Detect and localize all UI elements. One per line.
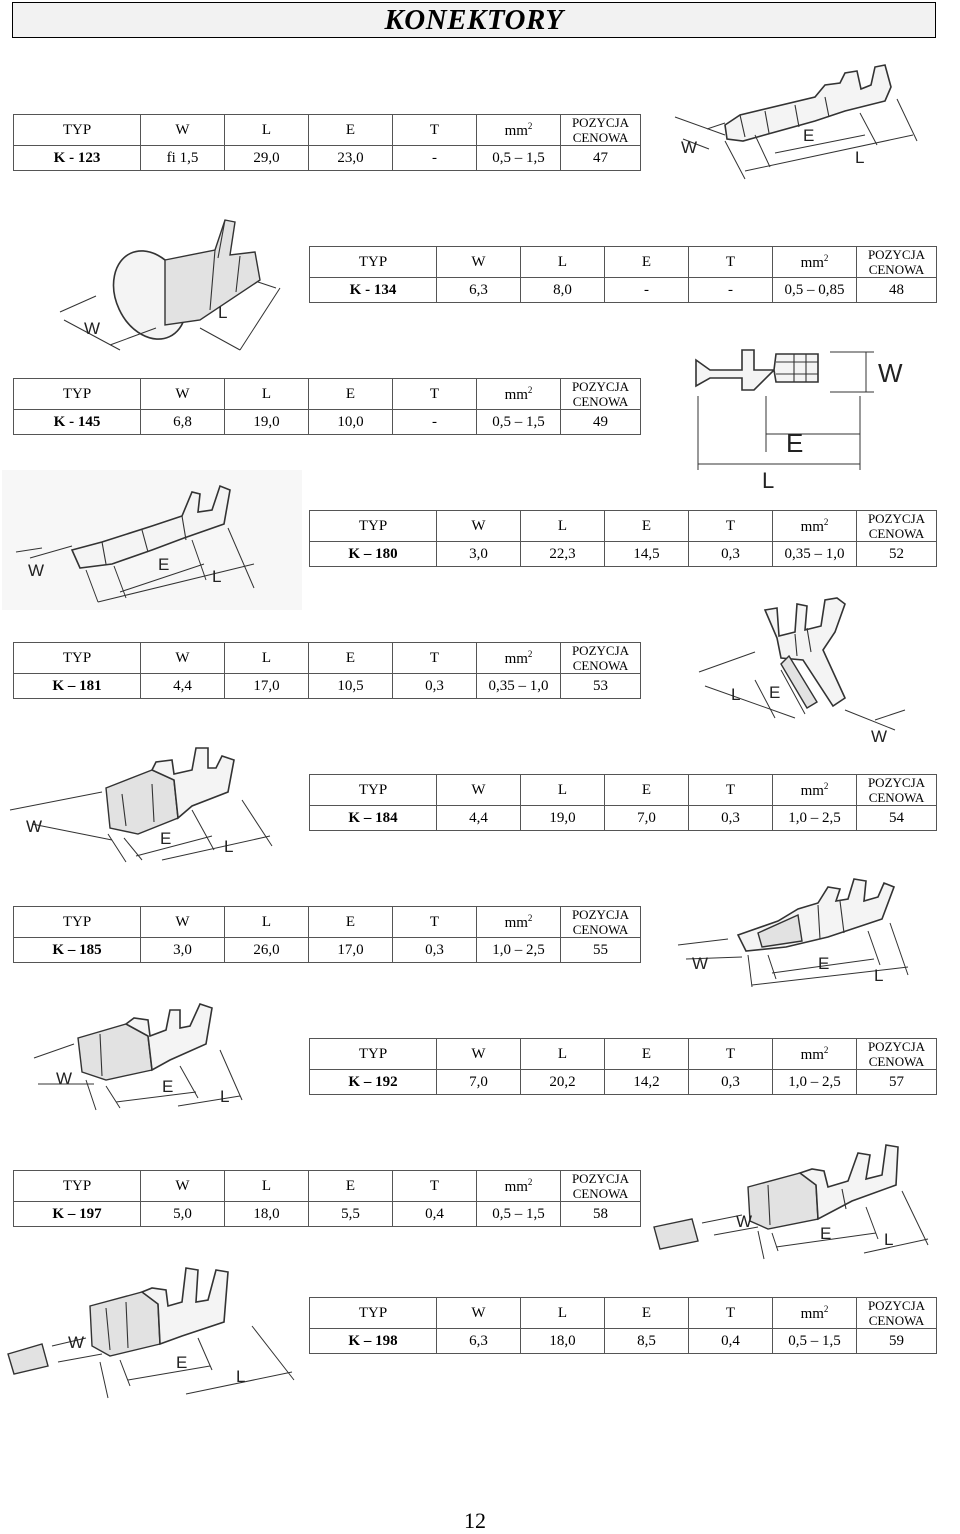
connector-table-k192 xyxy=(309,1038,937,1095)
table-header-row xyxy=(14,643,641,674)
header-w: W xyxy=(437,247,521,278)
cell-l: 19,0 xyxy=(521,806,605,831)
cell-pozycja: 48 xyxy=(857,278,937,303)
dimension-label-w: W xyxy=(878,358,903,388)
header-t: T xyxy=(393,115,477,146)
connector-table-k123 xyxy=(13,114,641,171)
cell-mm2: 0,5 – 1,5 xyxy=(773,1329,857,1354)
header-typ: TYP xyxy=(14,115,141,146)
cell-w: 6,3 xyxy=(437,1329,521,1354)
header-typ: TYP xyxy=(14,643,141,674)
cell-t: 0,4 xyxy=(393,1202,477,1227)
header-w: W xyxy=(141,379,225,410)
cell-mm2: 0,5 – 0,85 xyxy=(773,278,857,303)
cell-typ: K – 198 xyxy=(310,1329,437,1354)
cell-pozycja: 49 xyxy=(561,410,641,435)
connector-drawing-k192 xyxy=(30,1000,300,1115)
table-value-row xyxy=(14,146,641,171)
cell-l: 18,0 xyxy=(225,1202,309,1227)
dimension-label-e: E xyxy=(158,555,170,574)
dimension-label-l: L xyxy=(874,966,884,985)
header-t: T xyxy=(393,379,477,410)
dimension-label-e: E xyxy=(176,1353,188,1372)
header-e: E xyxy=(309,643,393,674)
cell-e: 17,0 xyxy=(309,938,393,963)
header-l: L xyxy=(521,511,605,542)
table-value-row xyxy=(310,278,937,303)
dimension-label-e: E xyxy=(160,829,172,848)
dimension-label-l: L xyxy=(731,685,741,704)
header-l: L xyxy=(225,115,309,146)
header-pozycja-cenowa: POZYCJA CENOWA xyxy=(561,115,641,146)
header-w: W xyxy=(141,643,225,674)
table-value-row xyxy=(310,806,937,831)
cell-mm2: 0,5 – 1,5 xyxy=(477,146,561,171)
dimension-label-w: W xyxy=(68,1333,85,1352)
table-header-row xyxy=(310,511,937,542)
cell-pozycja: 52 xyxy=(857,542,937,567)
cell-l: 22,3 xyxy=(521,542,605,567)
header-e: E xyxy=(605,511,689,542)
cell-typ: K – 181 xyxy=(14,674,141,699)
dimension-label-w: W xyxy=(84,319,101,338)
cell-l: 8,0 xyxy=(521,278,605,303)
dimension-label-w: W xyxy=(26,817,43,836)
connector-drawing-k185 xyxy=(668,875,958,990)
cell-w: fi 1,5 xyxy=(141,146,225,171)
connector-table-k180 xyxy=(309,510,937,567)
cell-e: 10,5 xyxy=(309,674,393,699)
header-e: E xyxy=(309,1171,393,1202)
cell-w: 5,0 xyxy=(141,1202,225,1227)
cell-typ: K – 185 xyxy=(14,938,141,963)
cell-typ: K – 197 xyxy=(14,1202,141,1227)
connector-drawing-k145 xyxy=(688,342,928,492)
cell-l: 18,0 xyxy=(521,1329,605,1354)
cell-t: - xyxy=(393,410,477,435)
cell-t: 0,3 xyxy=(393,674,477,699)
header-l: L xyxy=(225,379,309,410)
table-value-row xyxy=(310,1070,937,1095)
connector-table-k197 xyxy=(13,1170,641,1227)
header-pozycja-cenowa: POZYCJA CENOWA xyxy=(561,379,641,410)
cell-pozycja: 55 xyxy=(561,938,641,963)
header-t: T xyxy=(393,907,477,938)
cell-mm2: 1,0 – 2,5 xyxy=(773,1070,857,1095)
header-mm2: $mm^2$ xyxy=(773,775,857,806)
dimension-label-l: L xyxy=(762,468,775,493)
cell-w: 3,0 xyxy=(141,938,225,963)
header-l: L xyxy=(521,247,605,278)
header-mm2: $mm^2$ xyxy=(773,1298,857,1329)
connector-table-k145 xyxy=(13,378,641,435)
header-e: E xyxy=(309,907,393,938)
header-t: T xyxy=(689,511,773,542)
header-typ: TYP xyxy=(310,247,437,278)
dimension-label-e: E xyxy=(818,954,830,973)
dimension-label-w: W xyxy=(681,138,698,157)
connector-drawing-k180 xyxy=(2,470,302,610)
header-typ: TYP xyxy=(310,511,437,542)
header-typ: TYP xyxy=(310,775,437,806)
dimension-label-e: E xyxy=(769,683,781,702)
cell-w: 3,0 xyxy=(437,542,521,567)
header-l: L xyxy=(521,775,605,806)
cell-pozycja: 54 xyxy=(857,806,937,831)
cell-mm2: 1,0 – 2,5 xyxy=(773,806,857,831)
header-mm2: $mm^2$ xyxy=(477,1171,561,1202)
dimension-label-e: E xyxy=(786,428,804,458)
cell-w: 6,8 xyxy=(141,410,225,435)
cell-pozycja: 47 xyxy=(561,146,641,171)
header-e: E xyxy=(605,775,689,806)
cell-t: 0,3 xyxy=(393,938,477,963)
table-value-row xyxy=(14,410,641,435)
table-header-row xyxy=(310,1298,937,1329)
header-typ: TYP xyxy=(14,1171,141,1202)
header-w: W xyxy=(437,775,521,806)
cell-typ: K – 180 xyxy=(310,542,437,567)
header-pozycja-cenowa: POZYCJA CENOWA xyxy=(857,1298,937,1329)
connector-drawing-k123 xyxy=(665,55,955,185)
header-t: T xyxy=(689,775,773,806)
header-e: E xyxy=(309,379,393,410)
header-pozycja-cenowa: POZYCJA CENOWA xyxy=(561,643,641,674)
cell-l: 20,2 xyxy=(521,1070,605,1095)
cell-typ: K – 184 xyxy=(310,806,437,831)
header-pozycja-cenowa: POZYCJA CENOWA xyxy=(561,1171,641,1202)
cell-e: 14,2 xyxy=(605,1070,689,1095)
cell-typ: K - 134 xyxy=(310,278,437,303)
cell-pozycja: 58 xyxy=(561,1202,641,1227)
cell-t: - xyxy=(689,278,773,303)
connector-drawing-k198 xyxy=(2,1262,302,1402)
header-typ: TYP xyxy=(14,379,141,410)
cell-l: 17,0 xyxy=(225,674,309,699)
header-e: E xyxy=(605,247,689,278)
cell-l: 26,0 xyxy=(225,938,309,963)
cell-w: 7,0 xyxy=(437,1070,521,1095)
cell-e: 5,5 xyxy=(309,1202,393,1227)
cell-mm2: 1,0 – 2,5 xyxy=(477,938,561,963)
page-number: 12 xyxy=(464,1508,486,1533)
cell-l: 29,0 xyxy=(225,146,309,171)
dimension-label-w: W xyxy=(736,1212,753,1231)
header-mm2: $mm^2$ xyxy=(477,115,561,146)
table-value-row xyxy=(14,1202,641,1227)
cell-pozycja: 59 xyxy=(857,1329,937,1354)
table-header-row xyxy=(14,115,641,146)
cell-w: 4,4 xyxy=(437,806,521,831)
dimension-label-w: W xyxy=(28,561,45,580)
dimension-label-l: L xyxy=(224,837,234,856)
header-mm2: $mm^2$ xyxy=(773,511,857,542)
cell-typ: K – 192 xyxy=(310,1070,437,1095)
cell-typ: K - 145 xyxy=(14,410,141,435)
connector-table-k181 xyxy=(13,642,641,699)
header-t: T xyxy=(689,247,773,278)
dimension-label-l: L xyxy=(212,567,222,586)
dimension-label-l: L xyxy=(220,1087,230,1106)
header-mm2: $mm^2$ xyxy=(477,379,561,410)
header-w: W xyxy=(141,1171,225,1202)
header-t: T xyxy=(689,1298,773,1329)
table-value-row xyxy=(310,542,937,567)
dimension-label-l: L xyxy=(884,1230,894,1249)
cell-e: 14,5 xyxy=(605,542,689,567)
table-value-row xyxy=(14,674,641,699)
table-header-row xyxy=(14,907,641,938)
header-e: E xyxy=(309,115,393,146)
connector-table-k198 xyxy=(309,1297,937,1354)
cell-pozycja: 53 xyxy=(561,674,641,699)
cell-t: 0,4 xyxy=(689,1329,773,1354)
cell-e: 23,0 xyxy=(309,146,393,171)
cell-w: 4,4 xyxy=(141,674,225,699)
header-pozycja-cenowa: POZYCJA CENOWA xyxy=(857,511,937,542)
dimension-label-l: L xyxy=(218,303,228,322)
table-header-row xyxy=(310,1039,937,1070)
header-w: W xyxy=(141,907,225,938)
connector-table-k134 xyxy=(309,246,937,303)
header-t: T xyxy=(689,1039,773,1070)
header-pozycja-cenowa: POZYCJA CENOWA xyxy=(857,1039,937,1070)
header-mm2: $mm^2$ xyxy=(773,247,857,278)
cell-l: 19,0 xyxy=(225,410,309,435)
header-w: W xyxy=(437,511,521,542)
header-l: L xyxy=(225,907,309,938)
dimension-label-w: W xyxy=(692,954,709,973)
header-pozycja-cenowa: POZYCJA CENOWA xyxy=(857,247,937,278)
table-value-row xyxy=(310,1329,937,1354)
dimension-label-e: E xyxy=(803,126,815,145)
cell-mm2: 0,35 – 1,0 xyxy=(773,542,857,567)
cell-mm2: 0,5 – 1,5 xyxy=(477,410,561,435)
dimension-label-e: E xyxy=(820,1224,832,1243)
header-pozycja-cenowa: POZYCJA CENOWA xyxy=(561,907,641,938)
header-t: T xyxy=(393,1171,477,1202)
cell-typ: K - 123 xyxy=(14,146,141,171)
table-header-row xyxy=(14,379,641,410)
cell-t: - xyxy=(393,146,477,171)
dimension-label-w: W xyxy=(871,727,888,746)
header-e: E xyxy=(605,1298,689,1329)
connector-drawing-k184 xyxy=(2,740,302,865)
header-mm2: $mm^2$ xyxy=(477,643,561,674)
page-title-box xyxy=(12,2,936,38)
header-typ: TYP xyxy=(14,907,141,938)
connector-drawing-k181 xyxy=(695,590,920,745)
connector-table-k184 xyxy=(309,774,937,831)
header-mm2: $mm^2$ xyxy=(773,1039,857,1070)
header-w: W xyxy=(437,1298,521,1329)
cell-e: 10,0 xyxy=(309,410,393,435)
cell-mm2: 0,35 – 1,0 xyxy=(477,674,561,699)
header-t: T xyxy=(393,643,477,674)
cell-t: 0,3 xyxy=(689,806,773,831)
page-title: KONEKTORY xyxy=(384,3,564,36)
header-typ: TYP xyxy=(310,1298,437,1329)
cell-e: - xyxy=(605,278,689,303)
connector-drawing-k134 xyxy=(40,200,300,360)
cell-mm2: 0,5 – 1,5 xyxy=(477,1202,561,1227)
connector-drawing-k197 xyxy=(652,1135,957,1260)
table-header-row xyxy=(310,775,937,806)
cell-pozycja: 57 xyxy=(857,1070,937,1095)
header-mm2: $mm^2$ xyxy=(477,907,561,938)
header-l: L xyxy=(521,1298,605,1329)
header-l: L xyxy=(225,643,309,674)
header-pozycja-cenowa: POZYCJA CENOWA xyxy=(857,775,937,806)
dimension-label-l: L xyxy=(855,148,865,167)
header-l: L xyxy=(521,1039,605,1070)
cell-e: 7,0 xyxy=(605,806,689,831)
cell-w: 6,3 xyxy=(437,278,521,303)
header-e: E xyxy=(605,1039,689,1070)
header-l: L xyxy=(225,1171,309,1202)
connector-table-k185 xyxy=(13,906,641,963)
table-value-row xyxy=(14,938,641,963)
dimension-label-w: W xyxy=(56,1069,73,1088)
cell-t: 0,3 xyxy=(689,1070,773,1095)
cell-t: 0,3 xyxy=(689,542,773,567)
dimension-label-e: E xyxy=(162,1077,174,1096)
table-header-row xyxy=(14,1171,641,1202)
cell-e: 8,5 xyxy=(605,1329,689,1354)
dimension-label-l: L xyxy=(236,1367,246,1386)
header-w: W xyxy=(437,1039,521,1070)
header-w: W xyxy=(141,115,225,146)
table-header-row xyxy=(310,247,937,278)
header-typ: TYP xyxy=(310,1039,437,1070)
